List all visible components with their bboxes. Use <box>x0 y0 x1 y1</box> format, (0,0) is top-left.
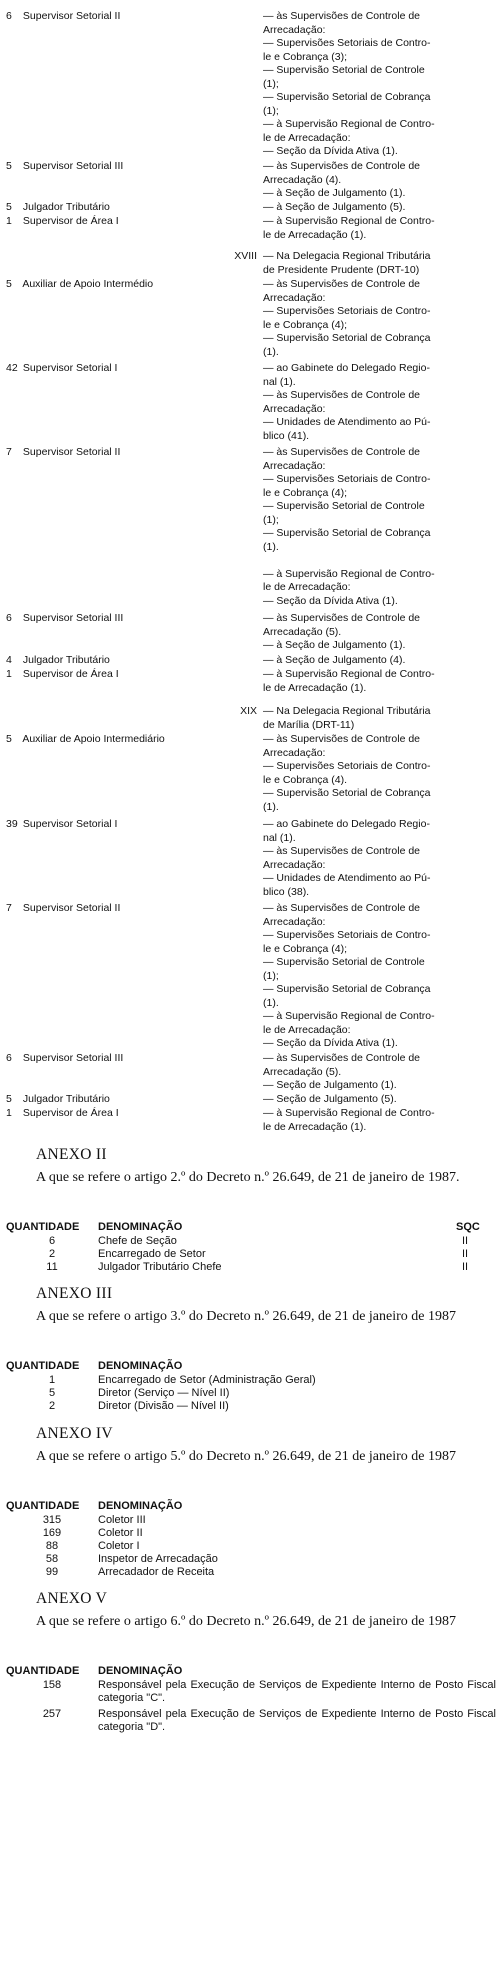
annex-title: ANEXO V <box>36 1590 108 1607</box>
row-destinations: — às Supervisões de Controle de Arrecadação (5). — à Seção de Julgamento (1). <box>263 612 421 651</box>
row-title: Julgador Tributário <box>22 201 110 213</box>
row-quantity: 5 <box>6 160 12 172</box>
row-quantity: 4 <box>6 654 12 666</box>
header-sqc: SQC <box>456 1221 480 1233</box>
annex-reference: A que se refere o artigo 6.º do Decreto n.º 26.649, de 21 de janeiro de 1987 <box>36 1614 456 1629</box>
row-title: Julgador Tributário <box>22 654 110 666</box>
row-quantity: 39 <box>6 818 18 830</box>
row-destinations: — às Supervisões de Controle de Arrecadação: — Supervisões Setoriais de Contro- le e Cobrança (4); — Supervisão Setorial de Controle (1); — Supervisão Setorial de Cobrança (1). — à Supervisão Regional de Contro- le de Arrecadação: — Seção da Dívida Ativa (1). <box>263 446 435 607</box>
row-destinations: — à Supervisão Regional de Contro- le de Arrecadação (1). <box>263 1107 435 1133</box>
header-quantity: QUANTIDADE <box>6 1665 80 1677</box>
row-title: Supervisor Setorial II <box>22 902 121 914</box>
row-title: Julgador Tributário <box>22 1093 110 1105</box>
row-quantity: 5 <box>6 733 12 745</box>
row-destinations: — à Supervisão Regional de Contro- le de Arrecadação (1). <box>263 668 435 694</box>
annex-reference: A que se refere o artigo 5.º do Decreto n.º 26.649, de 21 de janeiro de 1987 <box>36 1449 456 1464</box>
section-roman: XVIII <box>234 250 257 262</box>
header-quantity: QUANTIDADE <box>6 1500 80 1512</box>
row-title: Supervisor Setorial I <box>22 818 118 830</box>
row-quantity: 1 <box>6 668 12 680</box>
row-title: Supervisor Setorial II <box>22 10 121 22</box>
row-title: Supervisor Setorial III <box>22 612 124 624</box>
row-title: Supervisor Setorial I <box>22 362 118 374</box>
row-destinations: — às Supervisões de Controle de Arrecadação: — Supervisões Setoriais de Contro- le e Cobrança (4). — Supervisão Setorial de Cobrança (1). <box>263 733 431 813</box>
header-denomination: DENOMINAÇÃO <box>98 1221 183 1233</box>
row-destinations: — à Seção de Julgamento (5). <box>263 201 406 213</box>
row-destinations: — à Seção de Julgamento (4). <box>263 654 406 666</box>
annex-title: ANEXO III <box>36 1285 113 1302</box>
row-quantity: 7 <box>6 446 12 458</box>
header-denomination: DENOMINAÇÃO <box>98 1360 183 1372</box>
row-destinations: — ao Gabinete do Delegado Regio- nal (1). — às Supervisões de Controle de Arrecadação: — Unidades de Atendimento ao Pú- blico (38). <box>263 818 431 898</box>
header-quantity: QUANTIDADE <box>6 1360 80 1372</box>
row-destinations: — às Supervisões de Controle de Arrecadação: — Supervisões Setoriais de Contro- le e Cobrança (4); — Supervisão Setorial de Cobrança (1). <box>263 278 431 358</box>
annex-title: ANEXO II <box>36 1146 107 1163</box>
row-destinations: — às Supervisões de Controle de Arrecadação: — Supervisões Setoriais de Contro- le e Cobrança (4); — Supervisão Setorial de Controle (1); — Supervisão Setorial de Cobrança (1). — à Supervisão Regional de Contro- le de Arrecadação: — Seção da Dívida Ativa (1). <box>263 902 435 1049</box>
row-quantity: 7 <box>6 902 12 914</box>
header-quantity: QUANTIDADE <box>6 1221 80 1233</box>
row-destinations: — ao Gabinete do Delegado Regio- nal (1). — às Supervisões de Controle de Arrecadação: — Unidades de Atendimento ao Pú- blico (41). <box>263 362 431 442</box>
row-quantity: 1 <box>6 1107 12 1119</box>
row-title: Supervisor de Área I <box>22 1107 119 1119</box>
document-page: 6 Supervisor Setorial II — às Supervisões de Controle de Arrecadação: — Supervisões Setoriais de Contro- le e Cobrança (3); — Supervisão Setorial de Controle (1); — Supervisão Setorial de Cobrança (1); — à Supervisão Regional de Contro- le de Arrecadação: — Seção da Dívida Ativa (1). 5 Supervisor Setorial III — às Supervisões de Controle de Arrecadação (4). — à Seção de Julgamento (1). 5 Julgador Tributário — à Seção de Julgamento (5). 1 Supervisor de Área I — à Supervisão Regional de Contro- le de Arrecadação (1). XVIII — Na Delegacia Regional Tributária de Presidente Prudente (DRT-10) 5 Auxiliar de Apoio Intermédio — às Supervisões de Controle de Arrecadação: — Supervisões Setoriais de Contro- le e Cobrança (4); — Supervisão Setorial de Cobrança (1). 42 Supervisor Setorial I — ao Gabinete do Delegado Regio- nal (1). — às Supervisões de Controle de Arrecadação: — Unidades de Atendimento ao Pú- blico (41). 7 Supervisor Setorial II — às Supervisões de Controle de Arrecadação: — Supervisões Setoriais de Contro- le e Cobrança (4); — Supervisão Setorial de Controle (1); — Supervisão Setorial de Cobrança (1). — à Supervisão Regional de Contro- le de Arrecadação: — Seção da Dívida Ativa (1). 6 Supervisor Setorial III — às Supervisões de Controle de Arrecadação (5). — à Seção de Julgamento (1). 4 Julgador Tributário — à Seção de Julgamento (4). 1 Supervisor de Área I — à Supervisão Regional de Contro- le de Arrecadação (1). XIX — Na Delegacia Regional Tributária de Marília (DRT-11) 5 Auxiliar de Apoio Intermediário — às Supervisões de Controle de Arrecadação: — Supervisões Setoriais de Contro- le e Cobrança (4). — Supervisão Setorial de Cobrança (1). 39 Supervisor Setorial I — ao Gabinete do Delegado Regio- nal (1). — às Supervisões de Controle de Arrecadação: — Unidades de Atendimento ao Pú- blico (38). 7 Supervisor Setorial II — às Supervisões de Controle de Arrecadação: — Supervisões Setoriais de Contro- le e Cobrança (4); — Supervisão Setorial de Controle (1); — Supervisão Setorial de Cobrança (1). — à Supervisão Regional de Contro- le de Arrecadação: — Seção da Dívida Ativa (1). 6 Supervisor Setorial III — às Supervisões de Controle de Arrecadação (5). — Seção de Julgamento (1). 5 Julgador Tributário — Seção de Julgamento (5). 1 Supervisor de Área I — à Supervisão Regional de Contro- le de Arrecadação (1). ANEXO II A que se refere o artigo 2.º do Decreto n.º 26.649, de 21 de janeiro de 1987. QUANTIDADE DENOMINAÇÃO SQC 6 Chefe de Seção II 2 Encarregado de Setor II 11 Julgador Tributário Chefe II ANEXO III A que se refere o artigo 3.º do Decreto n.º 26.649, de 21 de janeiro de 1987 QUANTIDADE DENOMINAÇÃO 1 Encarregado de Setor (Administração Geral) 5 Diretor (Serviço — Nível II) 2 Diretor (Divisão — Nível II) ANEXO IV A que se refere o artigo 5.º do Decreto n.º 26.649, de 21 de janeiro de 1987 QUANTIDADE DENOMINAÇÃO 315 Coletor III 169 Coletor II 88 Coletor I 58 Inspetor de Arrecadação 99 Arrecadador de Receita ANEXO V A que se refere o artigo 6.º do Decreto n.º 26.649, de 21 de janeiro de 1987 QUANTIDADE DENOMINAÇÃO 158 Responsável pela Execução de Serviços de Expediente Interno de Posto Fiscal categoria "C". 257 Responsável pela Execução de Serviços de Expediente Interno de Posto Fiscal categoria "D". <box>0 0 504 1977</box>
row-quantity: 5 <box>6 278 12 290</box>
row-title: Supervisor Setorial II <box>22 446 121 458</box>
row-destinations: — às Supervisões de Controle de Arrecadação: — Supervisões Setoriais de Contro- le e Cobrança (3); — Supervisão Setorial de Controle (1); — Supervisão Setorial de Cobrança (1); — à Supervisão Regional de Contro- le de Arrecadação: — Seção da Dívida Ativa (1). <box>263 10 435 157</box>
section-roman: XIX <box>240 705 257 717</box>
row-destinations: — à Supervisão Regional de Contro- le de Arrecadação (1). <box>263 215 435 241</box>
row-quantity: 42 <box>6 362 18 374</box>
row-title: Auxiliar de Apoio Intermédio <box>22 278 154 290</box>
annex-reference: A que se refere o artigo 2.º do Decreto n.º 26.649, de 21 de janeiro de 1987. <box>36 1170 460 1185</box>
row-quantity: 6 <box>6 1052 12 1064</box>
row-title: Supervisor de Área I <box>22 215 119 227</box>
header-denomination: DENOMINAÇÃO <box>98 1500 183 1512</box>
row-title: Auxiliar de Apoio Intermediário <box>22 733 165 745</box>
header-denomination: DENOMINAÇÃO <box>98 1665 183 1677</box>
row-destinations: — Seção de Julgamento (5). <box>263 1093 397 1105</box>
row-quantity: 6 <box>6 612 12 624</box>
row-title: Supervisor Setorial III <box>22 1052 124 1064</box>
row-quantity: 5 <box>6 1093 12 1105</box>
row-title: Supervisor Setorial III <box>22 160 124 172</box>
row-destinations: — às Supervisões de Controle de Arrecadação (4). — à Seção de Julgamento (1). <box>263 160 421 199</box>
annex-reference: A que se refere o artigo 3.º do Decreto n.º 26.649, de 21 de janeiro de 1987 <box>36 1309 456 1324</box>
row-quantity: 5 <box>6 201 12 213</box>
row-title: Supervisor de Área I <box>22 668 119 680</box>
annex-title: ANEXO IV <box>36 1425 113 1442</box>
row-quantity: 6 <box>6 10 12 22</box>
row-quantity: 1 <box>6 215 12 227</box>
row-destinations: — às Supervisões de Controle de Arrecadação (5). — Seção de Julgamento (1). <box>263 1052 421 1091</box>
